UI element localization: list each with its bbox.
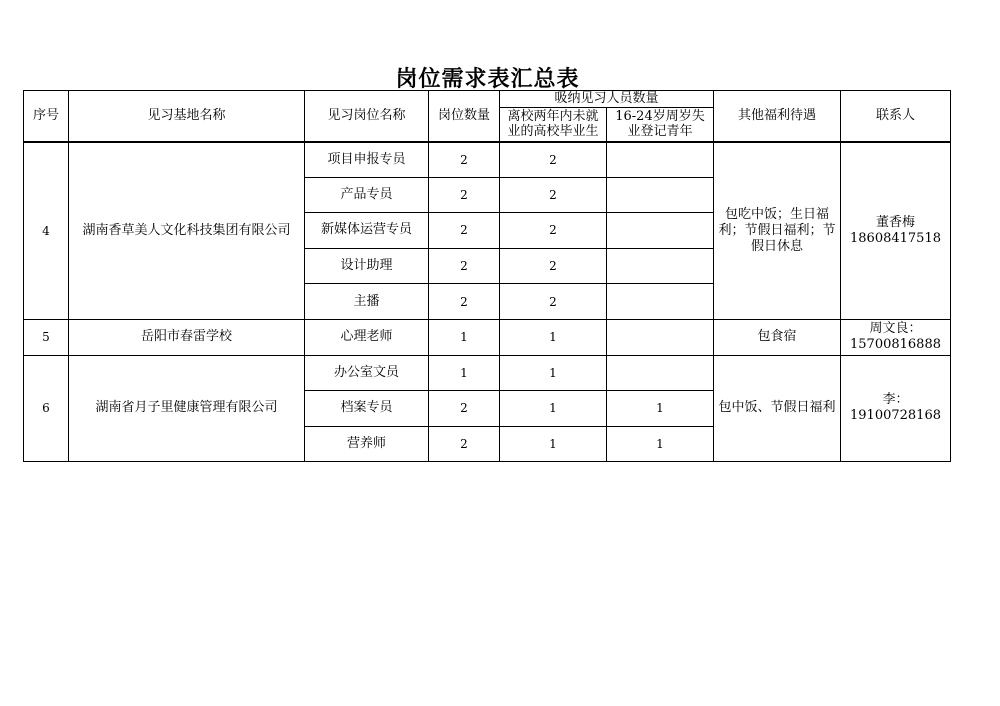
- table-row: [24, 355, 951, 391]
- cell-absorb-youth: [607, 213, 714, 249]
- cell-post-name: 心理老师: [305, 319, 429, 355]
- cell-post-count: 2: [429, 284, 500, 320]
- cell-post-name: 产品专员: [305, 177, 429, 213]
- document-title: 岗位需求表汇总表: [395, 67, 580, 92]
- cell-post-name: 档案专员: [305, 391, 429, 427]
- cell-absorb-youth: [607, 319, 714, 355]
- cell-post-count: 2: [429, 177, 500, 213]
- table-row: [24, 319, 951, 355]
- cell-base-name: 湖南省月子里健康管理有限公司: [69, 355, 305, 462]
- cell-post-name: 新媒体运营专员: [305, 213, 429, 249]
- cell-welfare: 包吃中饭；生日福利；节假日福利；节假日休息: [714, 142, 841, 320]
- cell-absorb-youth: [607, 177, 714, 213]
- header-contact: 联系人: [841, 91, 951, 142]
- cell-post-name: 营养师: [305, 426, 429, 462]
- cell-post-count: 2: [429, 213, 500, 249]
- header-post-count: 岗位数量: [429, 91, 500, 142]
- cell-absorb-youth: [607, 284, 714, 320]
- header-welfare: 其他福利待遇: [714, 91, 841, 142]
- cell-contact: 董香梅 18608417518: [841, 142, 951, 320]
- cell-post-name: 办公室文员: [305, 355, 429, 391]
- cell-post-count: 2: [429, 426, 500, 462]
- cell-base-name: 岳阳市春雷学校: [69, 319, 305, 355]
- cell-seq: 6: [24, 355, 69, 462]
- cell-absorb-graduates: 2: [500, 213, 607, 249]
- cell-base-name: 湖南香草美人文化科技集团有限公司: [69, 142, 305, 320]
- cell-absorb-graduates: 2: [500, 248, 607, 284]
- cell-post-count: 2: [429, 391, 500, 427]
- cell-post-count: 2: [429, 142, 500, 178]
- job-demand-table: [23, 90, 951, 462]
- cell-post-name: 设计助理: [305, 248, 429, 284]
- header-absorb-group: 吸纳见习人员数量: [500, 91, 714, 108]
- cell-absorb-graduates: 2: [500, 177, 607, 213]
- header-absorb-youth: 16-24岁周岁失业登记青年: [607, 108, 714, 142]
- cell-post-name: 项目申报专员: [305, 142, 429, 178]
- cell-seq: 5: [24, 319, 69, 355]
- cell-absorb-graduates: 2: [500, 142, 607, 178]
- cell-absorb-graduates: 1: [500, 355, 607, 391]
- cell-absorb-youth: [607, 248, 714, 284]
- table-row: [24, 142, 951, 178]
- cell-absorb-graduates: 2: [500, 284, 607, 320]
- cell-post-count: 1: [429, 319, 500, 355]
- cell-post-count: 1: [429, 355, 500, 391]
- cell-welfare: 包食宿: [714, 319, 841, 355]
- cell-contact: 李： 19100728168: [841, 355, 951, 462]
- cell-absorb-graduates: 1: [500, 391, 607, 427]
- cell-contact: 周文良： 15700816888: [841, 319, 951, 355]
- cell-post-count: 2: [429, 248, 500, 284]
- cell-absorb-youth: 1: [607, 391, 714, 427]
- header-absorb-graduates: 离校两年内未就业的高校毕业生: [500, 108, 607, 142]
- cell-seq: 4: [24, 142, 69, 320]
- cell-welfare: 包中饭、节假日福利: [714, 355, 841, 462]
- cell-post-name: 主播: [305, 284, 429, 320]
- table-body: [24, 142, 951, 462]
- cell-absorb-youth: [607, 355, 714, 391]
- cell-absorb-youth: [607, 142, 714, 178]
- header-post-name: 见习岗位名称: [305, 91, 429, 142]
- cell-absorb-graduates: 1: [500, 426, 607, 462]
- header-seq: 序号: [24, 91, 69, 142]
- cell-absorb-graduates: 1: [500, 319, 607, 355]
- cell-absorb-youth: 1: [607, 426, 714, 462]
- header-base-name: 见习基地名称: [69, 91, 305, 142]
